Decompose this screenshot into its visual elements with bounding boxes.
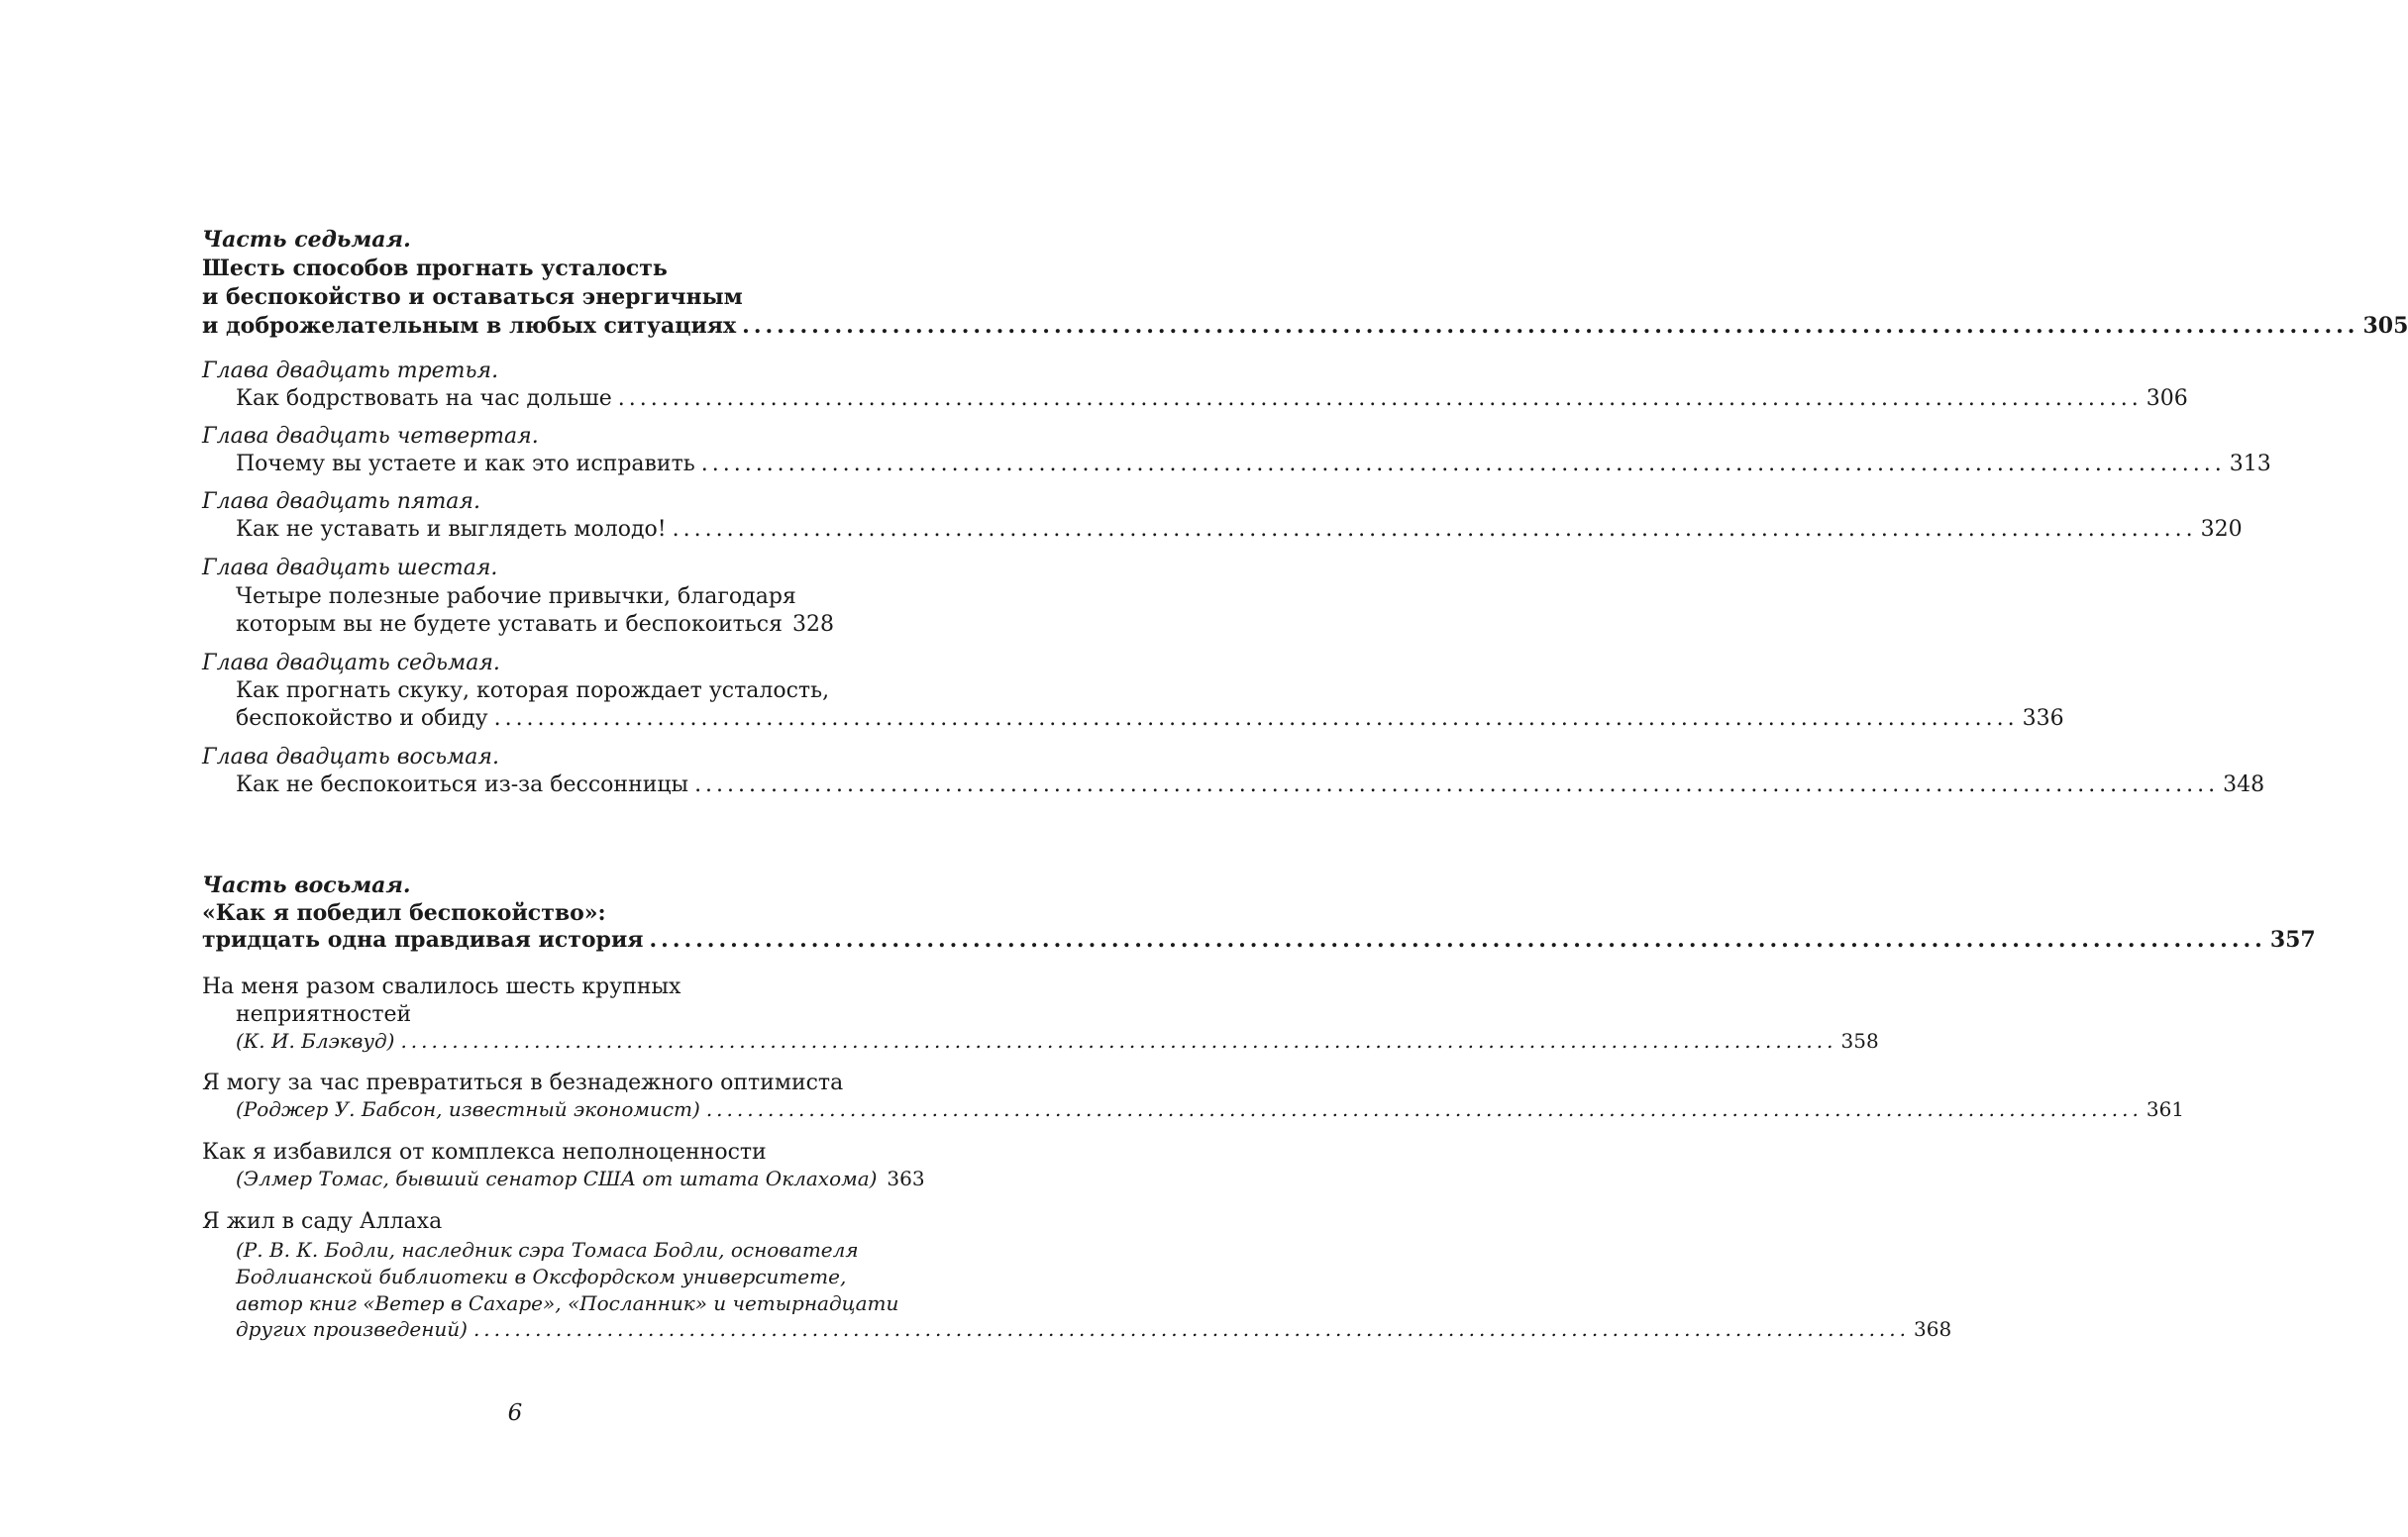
page-ref: 336 <box>2022 706 2064 731</box>
page-ref: 368 <box>1914 1317 1952 1341</box>
chapter-title: Почему вы устаете и как это исправить <box>236 452 695 476</box>
leader-dots: ............................................................................................................................................ <box>700 452 2226 476</box>
chapter-label: Глава двадцать восьмая. <box>202 745 499 769</box>
part-label: Часть седьмая. <box>202 227 411 253</box>
toc-entry-story[interactable] <box>236 1097 2185 1133</box>
toc-entry-part8[interactable] <box>202 927 2316 963</box>
page-ref: 305 <box>2362 313 2408 339</box>
chapter-label: Глава двадцать пятая. <box>202 489 480 514</box>
chapter-label: Глава двадцать третья. <box>202 359 499 383</box>
toc-entry-part7[interactable] <box>202 313 2408 349</box>
toc-entry-chapter[interactable] <box>236 517 2243 553</box>
leader-dots: ............................................................................................................................................ <box>400 1029 1837 1053</box>
part-title-line: Шесть способов прогнать усталость <box>202 256 668 281</box>
story-title: Я могу за час превратиться в безнадежного оптимиста <box>202 1071 844 1095</box>
page-ref: 313 <box>2229 452 2271 476</box>
chapter-label: Глава двадцать четвертая. <box>202 424 539 449</box>
part-title-line: «Как я победил беспокойство»: <box>202 900 606 926</box>
chapter-title: Четыре полезные рабочие привычки, благодаря <box>236 584 796 609</box>
story-title: На меня разом свалилось шесть крупных <box>202 974 681 999</box>
page-ref: 348 <box>2223 772 2265 797</box>
part-label: Часть восьмая. <box>202 872 411 898</box>
toc-entry-story[interactable] <box>236 1317 1952 1353</box>
chapter-title: Как прогнать скуку, которая порождает усталость, <box>236 678 830 703</box>
story-author: других произведений) <box>236 1317 468 1341</box>
toc-entry-chapter[interactable] <box>236 772 2265 808</box>
toc-entry-story[interactable] <box>236 1029 1879 1065</box>
chapter-title: Как не уставать и выглядеть молодо! <box>236 517 667 542</box>
page-ref: 358 <box>1840 1029 1879 1053</box>
toc-entry-story[interactable] <box>236 1167 925 1202</box>
story-author: Бодлианской библиотеки в Оксфордском университете, <box>236 1265 847 1288</box>
page-ref: 363 <box>887 1167 925 1190</box>
leader-dots: ............................................................................................................................................ <box>694 772 2220 797</box>
story-author: (Р. В. К. Бодли, наследник сэра Томаса Бодли, основателя <box>236 1238 859 1262</box>
leader-dots: ............................................................................................................................................ <box>649 927 2266 953</box>
page-ref: 357 <box>2269 927 2316 953</box>
toc-entry-chapter[interactable] <box>236 452 2271 487</box>
leader-dots: ............................................................................................................................................ <box>493 706 2019 731</box>
story-title: Я жил в саду Аллаха <box>202 1209 443 1234</box>
part-title-line: и доброжелательным в любых ситуациях <box>202 313 737 339</box>
story-author: (К. И. Блэквуд) <box>236 1029 395 1053</box>
leader-dots: ............................................................................................................................................ <box>705 1097 2143 1121</box>
page-ref: 328 <box>791 612 834 637</box>
page-ref: 320 <box>2200 517 2243 542</box>
story-author: (Элмер Томас, бывший сенатор США от штата Оклахома) <box>236 1167 878 1190</box>
part-title-line: тридцать одна правдивая история <box>202 927 644 953</box>
leader-dots: ............................................................................................................................................ <box>672 517 2197 542</box>
chapter-title: беспокойство и обиду <box>236 706 488 731</box>
page-ref: 306 <box>2146 386 2188 411</box>
story-title: неприятностей <box>236 1002 412 1027</box>
story-author: (Роджер У. Бабсон, известный экономист) <box>236 1097 700 1121</box>
chapter-label: Глава двадцать седьмая. <box>202 651 500 675</box>
part-title-line: и беспокойство и оставаться энергичным <box>202 284 743 310</box>
chapter-title: Как не беспокоиться из-за бессонницы <box>236 772 689 797</box>
story-author: автор книг «Ветер в Сахаре», «Посланник» и четырнадцати <box>236 1291 899 1315</box>
chapter-label: Глава двадцать шестая. <box>202 556 498 580</box>
leader-dots: ............................................................................................................................................ <box>742 313 2359 339</box>
leader-dots: ............................................................................................................................................ <box>472 1317 1910 1341</box>
leader-dots: ............................................................................................................................................ <box>617 386 2143 411</box>
chapter-title: которым вы не будете уставать и беспокоиться <box>236 612 783 637</box>
toc-entry-chapter[interactable] <box>236 706 2064 742</box>
chapter-title: Как бодрствовать на час дольше <box>236 386 612 411</box>
toc-entry-chapter[interactable] <box>236 612 832 648</box>
page-number: 6 <box>507 1400 523 1426</box>
story-title: Как я избавился от комплекса неполноценности <box>202 1140 767 1165</box>
page-ref: 361 <box>2146 1097 2185 1121</box>
toc-entry-chapter[interactable] <box>236 386 2188 422</box>
